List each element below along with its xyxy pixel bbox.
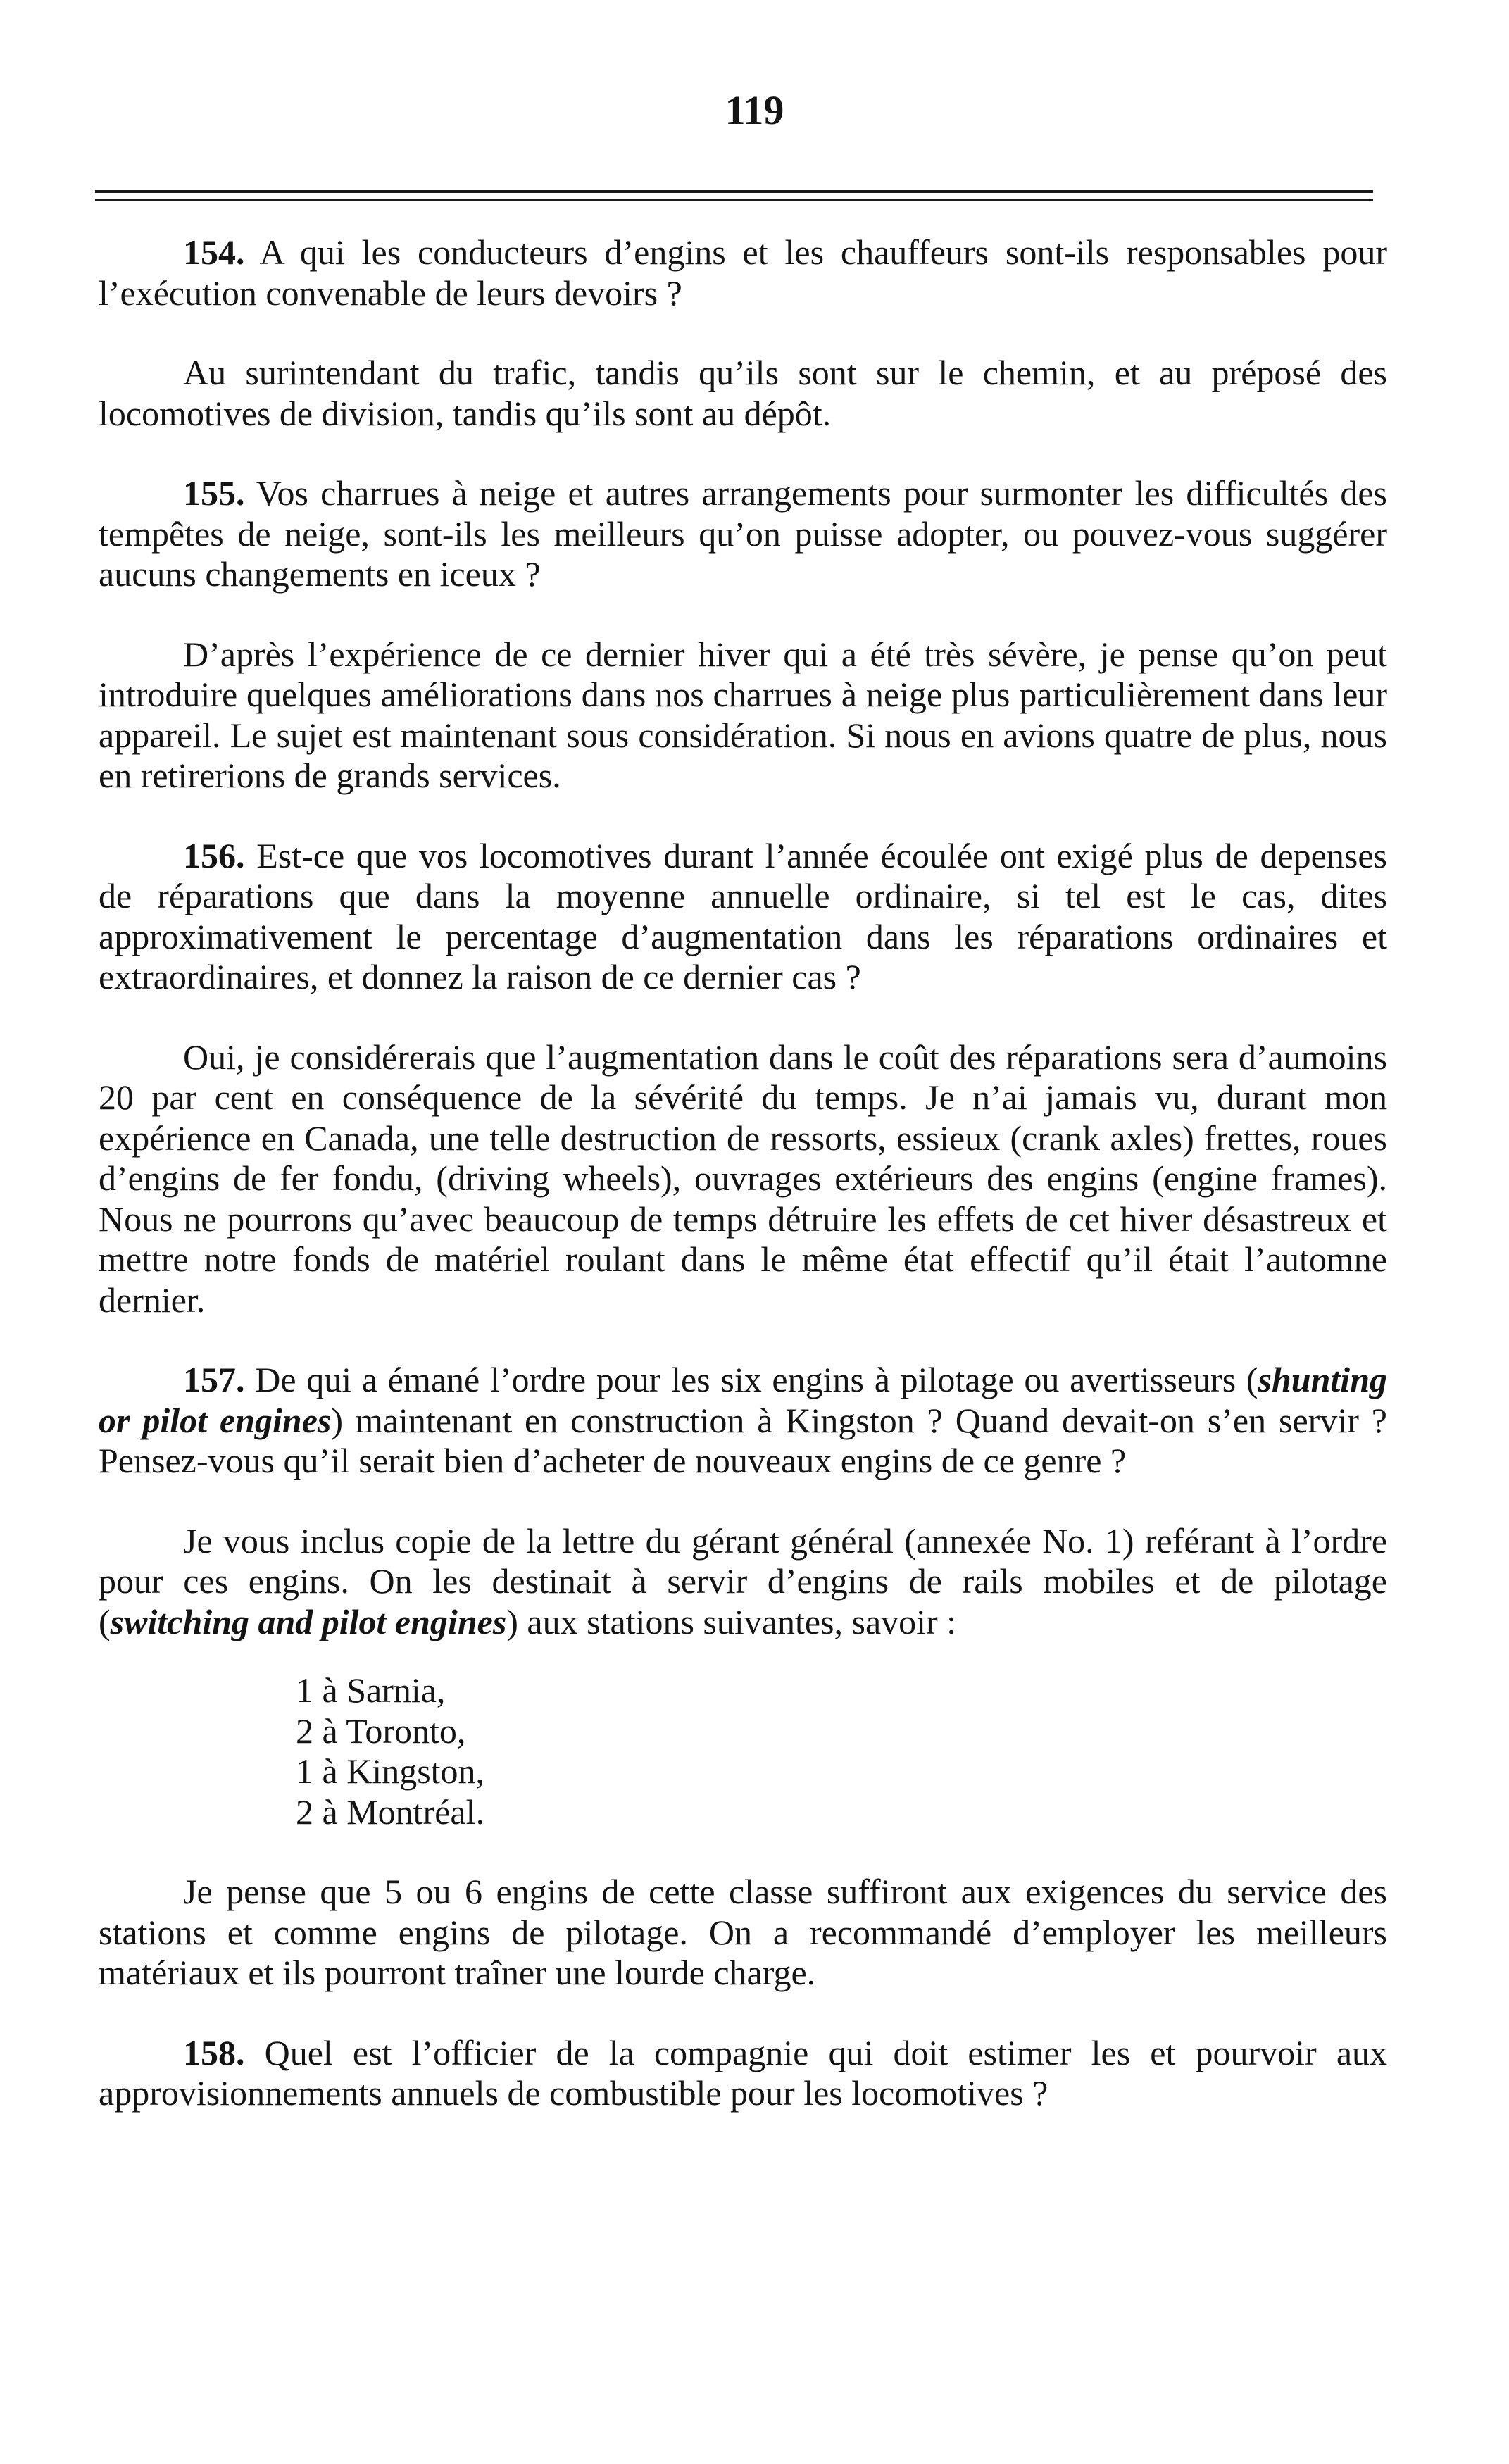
- list-item: 2 à Toronto,: [296, 1711, 466, 1751]
- question-text-before: De qui a émané l’ordre pour les six engins à pilotage ou avertisseurs (: [255, 1360, 1258, 1399]
- header-rule-thick: [95, 190, 1373, 193]
- list-item: 1 à Kingston,: [296, 1751, 485, 1791]
- document-body: [99, 232, 1387, 2114]
- answer-154: Au surintendant du trafic, tandis qu’ils sont sur le chemin, et au préposé des locomotives de division, tandis qu’ils sont au dépôt.: [99, 353, 1387, 433]
- question-text: A qui les conducteurs d’engins et les chauffeurs sont-ils responsables pour l’exécution convenable de leurs devoirs ?: [99, 232, 1387, 313]
- question-155: [99, 473, 1387, 595]
- header-rule-thin: [95, 199, 1373, 201]
- page-number: 119: [725, 87, 784, 133]
- stations-list: [99, 1670, 1387, 1832]
- answer-155: D’après l’expérience de ce dernier hiver qui a été très sévère, je pense qu’on peut introduire quelques améliorations dans nos charrues à neige plus particulièrement dans leur appareil. Le sujet est maintenant sous considération. Si nous en avions quatre de plus, nous en retirerions de grands services.: [99, 634, 1387, 795]
- question-text-after: ) maintenant en construction à Kingston ? Quand devait-on s’en servir ? Pensez-vous qu’il serait bien d’acheter de nouveaux engins de ce genre ?: [99, 1400, 1388, 1480]
- question-number: 154.: [183, 232, 245, 272]
- question-text: Vos charrues à neige et autres arrangements pour surmonter les difficultés des tempêtes de neige, sont-ils les meilleurs qu’on puisse adopter, ou pouvez-vous suggérer aucuns changements en iceux ?: [99, 473, 1387, 594]
- list-item: 2 à Montréal.: [296, 1791, 484, 1832]
- question-number: 158.: [183, 2032, 245, 2072]
- question-text: Quel est l’officier de la compagnie qui doit estimer les et pourvoir aux approvisionnements annuels de combustible pour les locomotives ?: [99, 2032, 1388, 2113]
- question-number: 156.: [183, 835, 245, 875]
- question-text: Est-ce que vos locomotives durant l’année écoulée ont exigé plus de depenses de réparations que dans la moyenne annuelle ordinaire, si tel est le cas, dites approximativement le percentage d’augmentation dans les réparations ordinaires et extraordinaires, et donnez la raison de ce dernier cas ?: [99, 835, 1387, 996]
- question-italic-term: shunting or pilot engines: [99, 1360, 1388, 1440]
- question-157: [99, 1360, 1387, 1482]
- question-154: [99, 232, 1387, 313]
- question-158: [99, 2033, 1387, 2114]
- answer-156: Oui, je considérerais que l’augmentation dans le coût des réparations sera d’aumoins 20 par cent en conséquence de la sévérité du temps. Je n’ai jamais vu, durant mon expérience en Canada, une telle destruction de ressorts, essieux (crank axles) frettes, roues d’engins de fer fondu, (driving wheels), ouvrages extérieurs des engins (engine frames). Nous ne pourrons qu’avec beaucoup de temps détruire les effets de cet hiver désastreux et mettre notre fonds de matériel roulant dans le même état effectif qu’il était l’automne dernier.: [99, 1037, 1387, 1320]
- answer-157: [99, 1521, 1387, 1643]
- answer-italic-term: switching and pilot engines: [110, 1601, 507, 1641]
- question-156: [99, 836, 1387, 998]
- answer-157-continued: Je pense que 5 ou 6 engins de cette classe suffiront aux exigences du service des stations et comme engins de pilotage. On a recommandé d’employer les meilleurs matériaux et ils pourront traîner une lourde charge.: [99, 1872, 1387, 1992]
- answer-text-before: Je vous inclus copie de la lettre du gérant général (annexée No. 1) reférant à l’ordre pour ces engins. On les destinait à servir d’engins de rails mobiles et de pilotage (: [99, 1520, 1387, 1641]
- question-number: 155.: [183, 473, 245, 513]
- list-item: 1 à Sarnia,: [296, 1670, 446, 1710]
- answer-text-after: ) aux stations suivantes, savoir :: [506, 1601, 957, 1641]
- question-number: 157.: [183, 1360, 245, 1399]
